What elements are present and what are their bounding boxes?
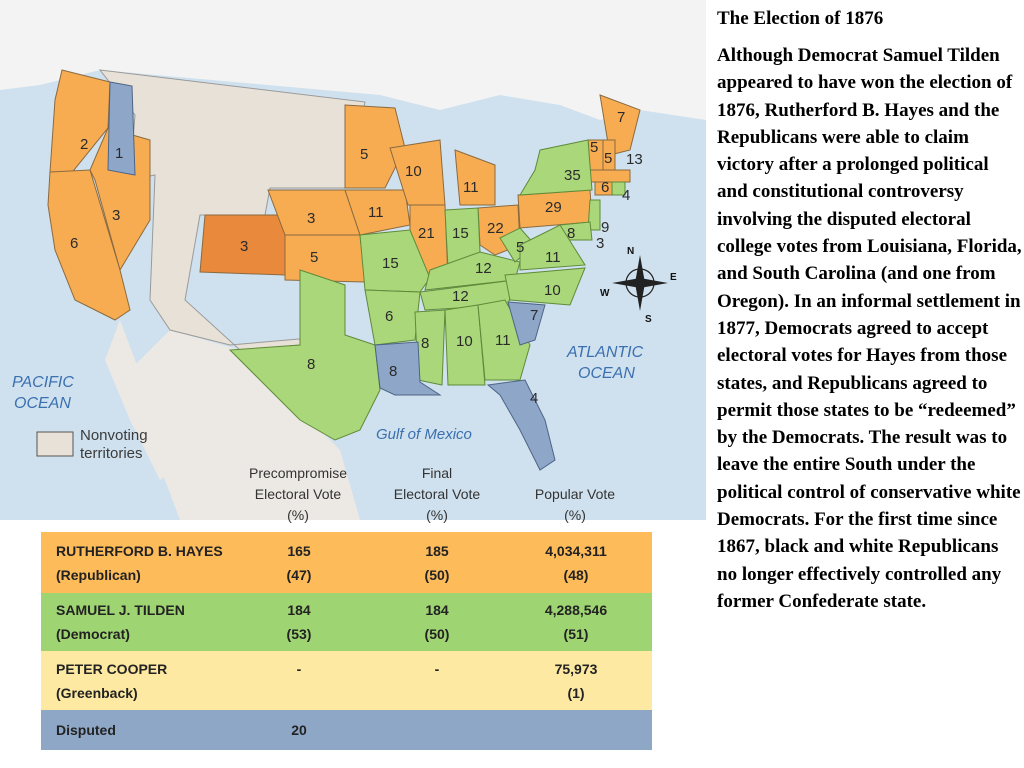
gulf-label: Gulf of Mexico	[376, 426, 472, 443]
popular-cell	[521, 598, 631, 646]
label-nv: 3	[112, 207, 121, 224]
candidate-name-cell	[56, 657, 167, 705]
compass-w: W	[600, 288, 610, 299]
label-nh: 5	[604, 150, 613, 167]
popular-votes: 75,973	[554, 661, 598, 677]
popular-pct: (51)	[563, 626, 589, 642]
candidate-party: (Republican)	[56, 567, 141, 583]
final-pct: (50)	[424, 567, 450, 583]
precompromise-cell	[259, 539, 339, 587]
label-ia: 11	[368, 204, 384, 221]
label-ks: 5	[310, 249, 319, 266]
label-me: 7	[617, 109, 626, 126]
precompromise-votes: 165	[287, 543, 311, 559]
final-cell	[397, 657, 477, 681]
popular-votes: 4,034,311	[545, 543, 607, 559]
table-row-cooper	[41, 651, 652, 710]
atlantic-label-line1: ATLANTIC	[567, 344, 644, 361]
final-cell	[397, 598, 477, 646]
pacific-label-line1: PACIFIC	[12, 374, 74, 391]
header-final-line3: (%)	[426, 507, 448, 523]
state-massachusetts	[590, 170, 630, 182]
slide-body: Although Democrat Samuel Tilden appeared to have won the election of 1876, Rutherford B. Hayes and the Republicans were able to claim victory after a prolonged political and constitutional controversy involving the disputed electoral college votes from Louisiana, Florida, and South Carolina (and one from Oregon). In an informal settlement in 1877, Democrats agreed to accept electoral votes for Hayes from those states, and Republicans agreed to permit those states to be “redeemed” by the Democrats. The result was to leave the entire South under the political control of conservative white Democrats. For the first time since 1867, black and white Republicans no longer effectively controlled any former Confederate state.	[717, 45, 1022, 612]
disputed-votes: 20	[291, 722, 307, 738]
final-votes: 185	[425, 543, 449, 559]
label-la: 8	[389, 363, 398, 380]
label-pa: 29	[545, 199, 562, 216]
label-wa: 2	[80, 136, 89, 153]
precompromise-cell	[259, 598, 339, 646]
candidate-party: (Greenback)	[56, 685, 138, 701]
precompromise-pct: (47)	[286, 567, 312, 583]
final-votes: -	[434, 661, 440, 677]
label-wi: 10	[405, 163, 422, 180]
legend-line1: Nonvoting	[80, 427, 148, 444]
candidate-name: SAMUEL J. TILDEN	[56, 602, 185, 618]
label-ky: 12	[475, 260, 492, 277]
election-map	[0, 0, 706, 520]
candidate-name: RUTHERFORD B. HAYES	[56, 543, 223, 559]
label-mn: 5	[360, 146, 369, 163]
label-oh: 22	[487, 220, 504, 237]
label-sc: 7	[530, 307, 539, 324]
final-votes: 184	[425, 602, 449, 618]
state-kansas	[285, 235, 365, 282]
header-pre-line3: (%)	[287, 507, 309, 523]
candidate-name-cell	[56, 539, 223, 587]
label-nc: 10	[544, 282, 561, 299]
legend-line2: territories	[80, 445, 143, 462]
precompromise-cell	[259, 657, 339, 681]
table-row-hayes	[41, 532, 652, 593]
header-pop-line2: (%)	[564, 507, 586, 523]
table-row-disputed	[41, 710, 652, 750]
label-ms: 8	[421, 335, 430, 352]
label-ne: 3	[307, 210, 316, 227]
slide-text-panel	[717, 6, 1022, 615]
precompromise-votes: 184	[287, 602, 311, 618]
candidate-party: (Democrat)	[56, 626, 130, 642]
table-column-headers	[0, 463, 706, 529]
label-tx: 8	[307, 356, 316, 373]
label-ma: 13	[626, 151, 643, 168]
header-final-line1: Final	[421, 465, 453, 481]
label-ar: 6	[385, 308, 394, 325]
label-id: 1	[115, 145, 124, 162]
compass-n: N	[627, 246, 635, 257]
atlantic-label-line2: OCEAN	[578, 365, 635, 382]
results-table	[41, 532, 652, 750]
label-ri: 4	[622, 187, 631, 204]
label-nj: 9	[601, 219, 610, 236]
header-pre-line1: Precompromise	[248, 465, 348, 481]
label-md: 8	[567, 225, 576, 242]
label-al: 10	[456, 333, 473, 350]
compass-s: S	[645, 314, 652, 325]
header-pop-line1: Popular Vote	[534, 486, 616, 502]
label-ny: 35	[564, 167, 581, 184]
header-precompromise	[228, 463, 368, 526]
popular-cell	[521, 539, 631, 587]
header-pre-line2: Electoral Vote	[254, 486, 342, 502]
final-cell	[397, 539, 477, 587]
table-row-tilden	[41, 593, 652, 651]
legend-swatch	[37, 432, 73, 456]
label-mi: 11	[463, 179, 479, 196]
label-vt: 5	[590, 139, 599, 156]
precompromise-pct: (53)	[286, 626, 312, 642]
popular-pct: (1)	[567, 685, 585, 701]
candidate-name-cell	[56, 598, 185, 646]
label-va: 11	[545, 249, 561, 266]
popular-pct: (48)	[563, 567, 589, 583]
label-fl: 4	[530, 390, 539, 407]
candidate-name: PETER COOPER	[56, 661, 168, 677]
label-tn: 12	[452, 288, 469, 305]
label-de: 3	[596, 235, 605, 252]
label-co: 3	[240, 238, 249, 255]
compass-e: E	[670, 272, 677, 283]
pacific-label-line2: OCEAN	[14, 395, 71, 412]
popular-votes: 4,288,546	[544, 602, 608, 618]
header-final-line2: Electoral Vote	[393, 486, 481, 502]
label-in: 15	[452, 225, 469, 242]
precompromise-votes: -	[296, 661, 302, 677]
header-popular	[505, 484, 645, 526]
label-ca: 6	[70, 235, 79, 252]
label-mo: 15	[382, 255, 399, 272]
final-pct: (50)	[424, 626, 450, 642]
header-final	[367, 463, 507, 526]
disputed-label: Disputed	[56, 722, 116, 738]
label-wv: 5	[516, 239, 525, 256]
label-ga: 11	[495, 332, 511, 349]
label-il: 21	[418, 225, 435, 242]
label-ct: 6	[601, 179, 610, 196]
slide-title: The Election of 1876	[717, 8, 884, 29]
popular-cell	[521, 657, 631, 705]
